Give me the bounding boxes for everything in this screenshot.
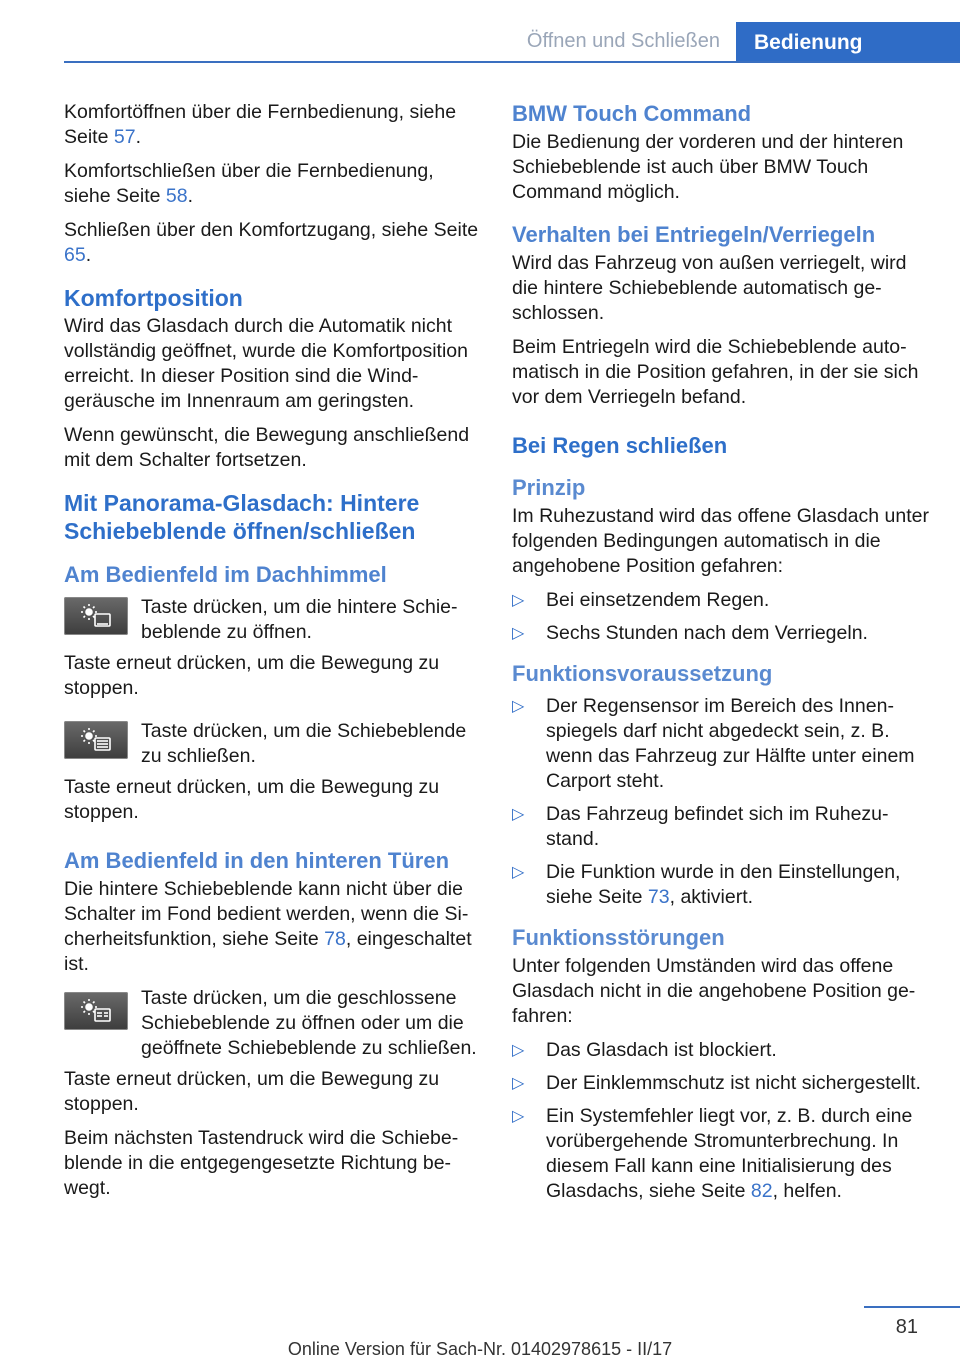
paragraph: Beim Entriegeln wird die Schiebeblende automatisch in die Position gefahren, in der sie sich vor dem Verriegeln befand. <box>512 336 919 408</box>
heading-prinzip: Prinzip <box>512 475 586 500</box>
page-link[interactable]: 82 <box>750 1180 773 1202</box>
heading-verhalten: Verhalten bei Entriegeln/Verriegeln <box>512 222 876 247</box>
page-link[interactable]: 65 <box>64 244 86 266</box>
page-link[interactable]: 57 <box>113 126 136 148</box>
heading-touch-command: BMW Touch Command <box>512 101 752 126</box>
paragraph: Im Ruhezustand wird das offene Glasdach unter folgenden Bedingungen automatisch in die angehobene Position gefahren: <box>512 505 929 577</box>
heading-funktionsvoraussetzung: Funktionsvoraussetzung <box>512 661 773 686</box>
bullet-list <box>512 694 930 910</box>
paragraph: Die Bedienung der vorderen und der hinteren Schiebeblende ist auch über BMW Touch Command möglich. <box>512 131 904 203</box>
sunblind-open-button-icon <box>64 597 128 635</box>
page-number: 81 <box>895 1316 918 1338</box>
icon-description: Taste drücken, um die Schiebeblende zu schließen. <box>141 720 467 767</box>
page-link[interactable]: 78 <box>324 928 346 950</box>
heading-regen: Bei Regen schließen <box>512 433 728 458</box>
list-item: ▷ Das Fahrzeug befindet sich im Ruhezustand. <box>512 803 889 850</box>
list-item: ▷ Sechs Stunden nach dem Verriegeln. <box>512 622 868 644</box>
list-item: ▷ Bei einsetzendem Regen. <box>512 589 770 611</box>
list-item: ▷ Der Einklemmschutz ist nicht sichergestellt. <box>512 1072 921 1094</box>
list-item: ▷ Ein Systemfehler liegt vor, z. B. durch eine vorübergehende Stromunterbrechung. In diesem Fall kann eine Initialisierung des Glasdachs, siehe Seite 82, helfen. <box>512 1105 913 1202</box>
paragraph: Unter folgenden Umständen wird das offene Glasdach nicht in die angehobene Position gefahren: <box>512 955 916 1027</box>
paragraph: Komfortschließen über die Fernbedienung, siehe Seite 58. <box>64 160 434 207</box>
left-column <box>64 100 482 1210</box>
paragraph: Wird das Fahrzeug von außen verriegelt, wird die hintere Schiebeblende automatisch geschlossen. <box>512 252 907 324</box>
page-link[interactable]: 58 <box>165 185 188 207</box>
right-column <box>512 100 930 1214</box>
heading-komfortposition: Komfortposition <box>64 285 243 311</box>
heading-hintere-tueren: Am Bedienfeld in den hinteren Türen <box>64 848 450 873</box>
triangle-bullet-icon: ▷ <box>512 1042 525 1059</box>
triangle-bullet-icon: ▷ <box>512 592 525 609</box>
paragraph: Wird das Glasdach durch die Automatik nicht vollständig geöffnet, wurde die Komfortposition erreicht. In dieser Position sind die Windgeräusche im Innenraum am geringsten. <box>64 315 468 412</box>
icon-description: Taste drücken, um die geschlossene Schiebeblende zu öffnen oder um die geöffnete Schiebeblende zu schließen. <box>141 987 477 1059</box>
paragraph: Beim nächsten Tastendruck wird die Schiebeblende in die entgegengesetzte Richtung bewegt. <box>64 1127 459 1199</box>
paragraph: Die hintere Schiebeblende kann nicht über die Schalter im Fond bedient werden, wenn die Sicherheitsfunktion, siehe Seite 78, eingeschaltet ist. <box>64 878 472 975</box>
icon-description: Taste drücken, um die hintere Schiebeblende zu öffnen. <box>141 596 458 643</box>
heading-dachhimmel: Am Bedienfeld im Dachhimmel <box>64 562 387 587</box>
heading-funktionsstoerungen: Funktionsstörungen <box>512 925 725 950</box>
page-link[interactable]: 73 <box>647 886 670 908</box>
triangle-bullet-icon: ▷ <box>512 625 525 642</box>
triangle-bullet-icon: ▷ <box>512 806 525 823</box>
icon-instruction <box>64 595 482 645</box>
paragraph: Schließen über den Komfortzugang, siehe Seite 65. <box>64 219 479 266</box>
sunblind-close-button-icon <box>64 721 128 759</box>
triangle-bullet-icon: ▷ <box>512 1075 525 1092</box>
paragraph: Taste erneut drücken, um die Bewegung zu stoppen. <box>64 776 440 823</box>
online-version-note: Online Version für Sach-Nr. 01402978615 - II/17 <box>287 1339 673 1359</box>
paragraph: Wenn gewünscht, die Bewegung anschließend mit dem Schalter fortsetzen. <box>64 424 470 471</box>
header-chapter-label: Bedienung <box>754 30 863 54</box>
list-item: ▷ Der Regensensor im Bereich des Innenspiegels darf nicht abgedeckt sein, z. B. wenn das Fahrzeug zur Hälfte unter einem Carport steht. <box>512 695 915 792</box>
paragraph: Taste erneut drücken, um die Bewegung zu stoppen. <box>64 1068 440 1115</box>
list-item: ▷ Die Funktion wurde in den Einstellungen, siehe Seite 73, aktiviert. <box>512 861 901 908</box>
bullet-list <box>512 1038 930 1204</box>
header-chapter-tab <box>736 22 960 63</box>
triangle-bullet-icon: ▷ <box>512 698 525 715</box>
paragraph: Taste erneut drücken, um die Bewegung zu stoppen. <box>64 652 440 699</box>
triangle-bullet-icon: ▷ <box>512 864 525 881</box>
footer-rule <box>864 1306 960 1308</box>
heading-panorama: Mit Panorama-Glasdach: Hintere Schiebeblende öffnen/schließen <box>64 490 420 544</box>
icon-instruction <box>64 719 482 769</box>
icon-instruction <box>64 986 482 1061</box>
list-item: ▷ Das Glasdach ist blockiert. <box>512 1039 777 1061</box>
paragraph: Komfortöffnen über die Fernbedienung, siehe Seite 57. <box>64 101 457 148</box>
bullet-list <box>512 588 930 646</box>
sunblind-toggle-button-icon <box>64 992 128 1030</box>
header-rule <box>64 61 960 63</box>
header-section-title: Öffnen und Schließen <box>526 30 720 52</box>
triangle-bullet-icon: ▷ <box>512 1108 525 1125</box>
